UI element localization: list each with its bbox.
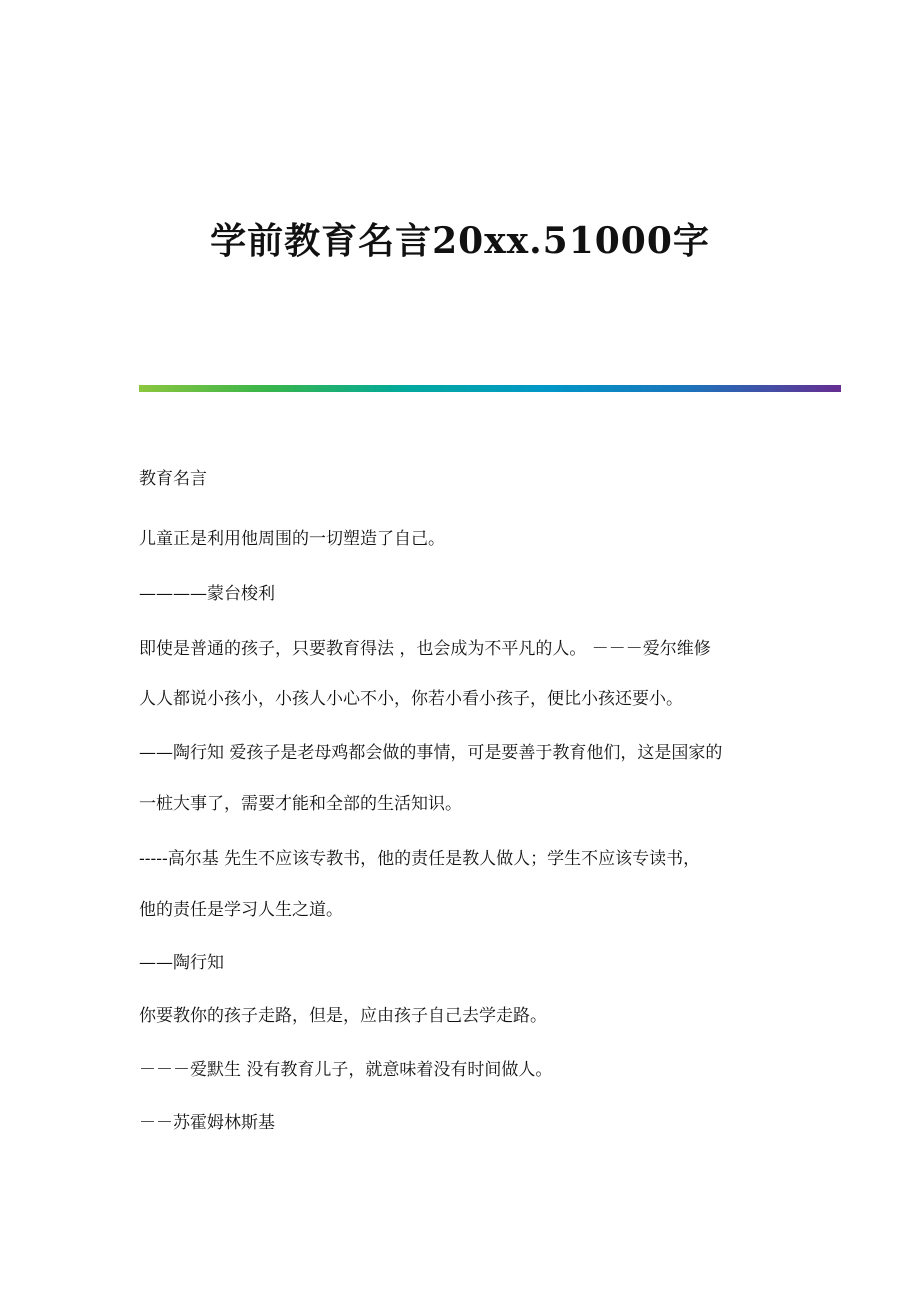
- body-line: －－－爱默生 没有教育儿子，就意味着没有时间做人。: [139, 1060, 553, 1080]
- body-line: －－苏霍姆林斯基: [139, 1113, 275, 1133]
- document-title: 学前教育名言20xx.51000字: [210, 220, 710, 262]
- body-line: ——陶行知: [139, 953, 224, 973]
- body-line: 你要教你的孩子走路，但是，应由孩子自己去学走路。: [139, 1006, 547, 1026]
- body-line: ——陶行知 爱孩子是老母鸡都会做的事情，可是要善于教育他们，这是国家的: [139, 743, 723, 763]
- body-line: 教育名言: [139, 469, 207, 489]
- body-line: -----高尔基 先生不应该专教书，他的责任是教人做人；学生不应该专读书，: [139, 849, 701, 869]
- body-line: 儿童正是利用他周围的一切塑造了自己。: [139, 529, 445, 549]
- body-line: ————蒙台梭利: [139, 584, 275, 604]
- body-line: 人人都说小孩小，小孩人小心不小，你若小看小孩子，便比小孩还要小。: [139, 689, 683, 709]
- gradient-divider: [139, 385, 841, 392]
- body-line: 一桩大事了，需要才能和全部的生活知识。: [139, 794, 462, 814]
- body-line: 即使是普通的孩子，只要教育得法 ，也会成为不平凡的人。 －－－爱尔维修: [139, 639, 711, 659]
- body-line: 他的责任是学习人生之道。: [139, 900, 343, 920]
